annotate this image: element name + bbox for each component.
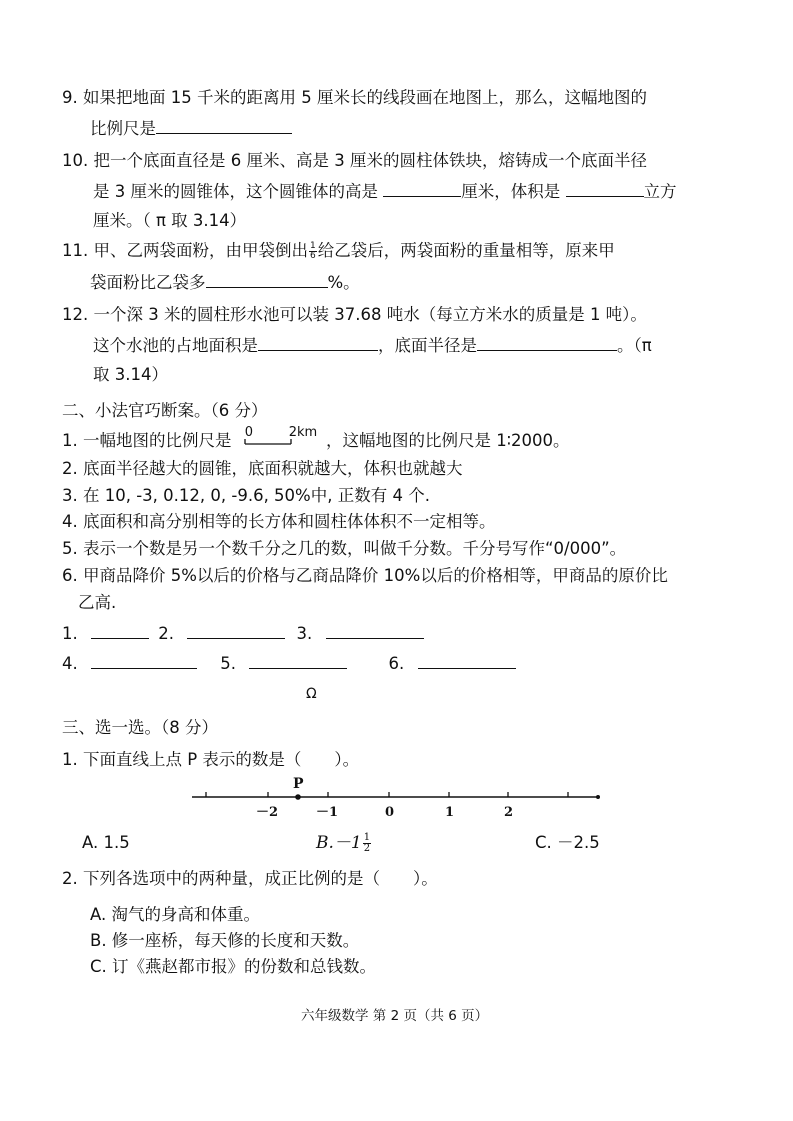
q11-line1 [62,240,615,262]
answer-2-label: 2. [158,624,174,643]
s2-statement-6a: 6. 甲商品降价 5%以后的价格与乙商品降价 10%以后的价格相等，甲商品的原价比 [62,566,668,585]
s2-statement-3: 3. 在 10, -3, 0.12, 0, -9.6, 50%中, 正数有 4 个. [62,486,430,505]
s2-statement-2: 2. 底面半径越大的圆锥，底面积就越大，体积也就越大 [62,459,463,478]
q11-text-a: 11. 甲、乙两袋面粉，由甲袋倒出 [62,241,308,260]
q12-radius-blank[interactable] [477,335,617,351]
answer-2-blank[interactable] [187,623,285,639]
answer-1-label: 1. [62,624,78,643]
q2-option-a[interactable]: A. 淘气的身高和体重。 [90,905,260,924]
q9-line2 [90,118,292,140]
tick-label-1: 1 [445,805,455,820]
q9-answer-blank[interactable] [156,118,292,134]
q10-volume-blank[interactable] [566,181,644,197]
answer-5-label: 5. [220,654,236,673]
answer-6-label: 6. [388,654,405,673]
q11-text-c: 袋面粉比乙袋多 [90,273,206,292]
q10-text-b: 厘米，体积是 [461,182,561,201]
s2-1-text-b: ，这幅地图的比例尺是 1∶2000。 [326,431,570,450]
scale-km-label: 2km [288,425,318,440]
point-p-label: P [293,776,304,792]
scale-bar [241,425,318,452]
q12-line2 [93,335,652,357]
q10-line1: 10. 把一个底面直径是 6 厘米、高是 3 厘米的圆柱体铁块，熔铸成一个底面半径 [62,151,647,170]
q12-text-b: ，底面半径是 [378,336,477,355]
q11-fraction: $\frac{1}{6}$ [310,241,316,261]
q11-text-b: 给乙袋后，两袋面粉的重量相等，原来甲 [317,241,615,260]
answer-3-blank[interactable] [326,623,424,639]
s2-answer-row-1 [62,623,424,645]
s2-1-text-a: 1. 一幅地图的比例尺是 [62,431,232,450]
point-p-dot [295,794,301,800]
tick-label-2: 2 [504,805,514,820]
s2-statement-4: 4. 底面积和高分别相等的长方体和圆柱体体积不一定相等。 [62,512,496,531]
scale-bar-line [241,430,317,452]
q10-text-c: 立方 [643,182,677,201]
tick-label-neg1: －1 [316,805,339,820]
answer-5-blank[interactable] [249,653,347,669]
q1-option-a[interactable]: A. 1.5 [82,833,130,852]
number-line-arrow-dot [596,795,600,799]
q12-text-a: 这个水池的占地面积是 [93,336,258,355]
answer-6-blank[interactable] [418,653,516,669]
q11-percent-blank[interactable] [206,272,328,288]
q10-line2 [93,181,677,203]
q2-option-c[interactable]: C. 订《燕赵都市报》的份数和总钱数。 [90,957,377,976]
q12-line1: 12. 一个深 3 米的圆柱形水池可以装 37.68 吨水（每立方米水的质量是 1 吨）。 [62,305,647,324]
s2-statement-1 [62,425,570,452]
q9-line1: 9. 如果把地面 15 千米的距离用 5 厘米长的线段画在地图上，那么，这幅地图的 [62,88,647,107]
scale-zero-label: 0 [244,425,254,440]
section3-title: 三、选一选。（8 分） [62,718,218,737]
q12-line3: 取 3.14） [93,365,168,384]
s2-answer-row-2 [62,653,516,675]
tick-label-0: 0 [385,805,395,820]
number-line [190,775,610,825]
s3-question-1: 1. 下面直线上点 P 表示的数是（ ）。 [62,750,360,769]
q10-height-blank[interactable] [383,181,461,197]
answer-4-label: 4. [62,654,78,673]
answer-1-blank[interactable] [91,623,149,639]
q11-line2 [90,272,360,294]
q12-text-c: 。（π [617,336,652,355]
section2-title: 二、小法官巧断案。（6 分） [62,401,268,420]
page-footer: 六年级数学 第 2 页（共 6 页） [301,1008,489,1024]
q1-option-b-fraction: $\frac{1}{2}$ [363,832,371,854]
omega-symbol: Ω [306,686,317,702]
answer-3-label: 3. [296,624,313,643]
q11-text-d: %。 [327,273,360,292]
q1-option-b[interactable] [316,828,372,858]
tick-label-neg2: －2 [256,805,279,820]
answer-4-blank[interactable] [91,653,197,669]
q1-option-b-prefix: B.－1 [316,833,362,853]
s2-statement-6b: 乙高. [78,593,117,612]
s3-question-2: 2. 下列各选项中的两种量，成正比例的是（ ）。 [62,869,438,888]
q10-text-a: 是 3 厘米的圆锥体，这个圆锥体的高是 [93,182,378,201]
q1-option-c[interactable]: C. －2.5 [535,833,600,852]
q10-line3: 厘米。（ π 取 3.14） [93,211,247,230]
s2-statement-5: 5. 表示一个数是另一个数千分之几的数，叫做千分数。千分号写作“0/000”。 [62,539,627,558]
q2-option-b[interactable]: B. 修一座桥，每天修的长度和天数。 [90,931,360,950]
q12-area-blank[interactable] [258,335,378,351]
q9-text: 比例尺是 [90,119,156,138]
